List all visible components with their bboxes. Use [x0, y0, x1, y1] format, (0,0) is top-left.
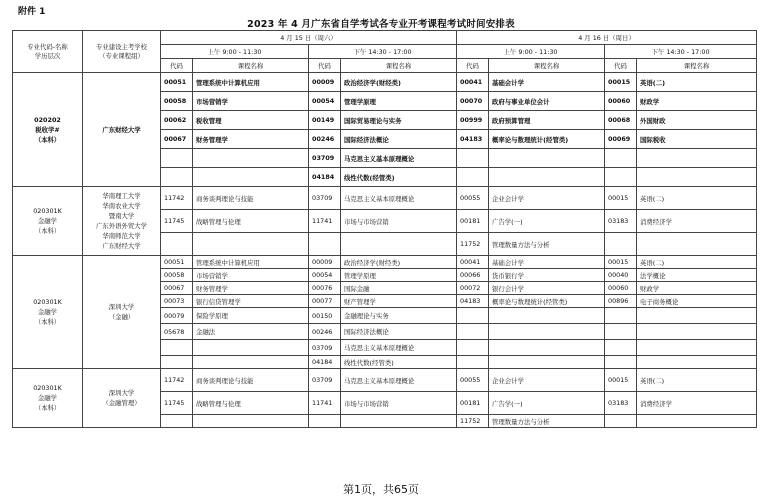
course-code — [457, 324, 489, 340]
course-name: 财产管理学 — [341, 295, 457, 308]
table-row — [13, 256, 757, 269]
page-footer: 第1页，共65页 — [343, 483, 419, 496]
course-code: 00009 — [309, 73, 341, 92]
header-course: 课程名称 — [637, 59, 757, 73]
course-name — [193, 340, 309, 356]
course-name: 管理系统中计算机应用 — [193, 73, 309, 92]
course-code: 11752 — [457, 415, 489, 428]
header-code: 代码 — [309, 59, 341, 73]
course-code: 11745 — [161, 392, 193, 415]
course-code: 11741 — [309, 210, 341, 233]
course-code: 00015 — [605, 73, 637, 92]
course-name — [637, 149, 757, 168]
document-title: 2023 年 4 月广东省自学考试各专业开考课程考试时间安排表 — [247, 19, 515, 30]
course-name: 消费经济学 — [637, 210, 757, 233]
school-label: 深圳大学 （金融管理） — [102, 389, 141, 407]
course-name: 英语(二) — [637, 187, 757, 210]
course-code: 00009 — [309, 256, 341, 269]
course-code — [605, 415, 637, 428]
course-name: 金融理论与实务 — [341, 308, 457, 324]
course-code: 00181 — [457, 210, 489, 233]
course-code — [457, 149, 489, 168]
course-name — [193, 233, 309, 256]
header-code: 代码 — [605, 59, 637, 73]
course-name: 国际贸易理论与实务 — [341, 111, 457, 130]
course-name — [489, 340, 605, 356]
course-name: 英语(二) — [637, 369, 757, 392]
header-course: 课程名称 — [341, 59, 457, 73]
major-cell — [13, 187, 83, 256]
major-cell — [13, 369, 83, 428]
course-name: 市场营销学 — [193, 269, 309, 282]
course-name: 市场营销学 — [193, 92, 309, 111]
course-name — [489, 356, 605, 369]
course-code: 00149 — [309, 111, 341, 130]
header-school: 专业建设主考学校 （专业课程组） — [83, 31, 161, 73]
course-code: 00051 — [161, 256, 193, 269]
course-name: 战略管理与伦理 — [193, 210, 309, 233]
course-name — [193, 168, 309, 187]
course-name: 外国财政 — [637, 111, 757, 130]
course-code: 03709 — [309, 340, 341, 356]
course-code — [161, 356, 193, 369]
course-code: 00015 — [605, 187, 637, 210]
course-name: 英语(二) — [637, 73, 757, 92]
course-name — [341, 415, 457, 428]
course-code: 00067 — [161, 130, 193, 149]
course-code: 11745 — [161, 210, 193, 233]
course-code — [161, 149, 193, 168]
header-day2-am: 上午 9:00 - 11:30 — [457, 45, 605, 59]
course-name — [489, 308, 605, 324]
course-code: 03183 — [605, 210, 637, 233]
course-code: 00072 — [457, 282, 489, 295]
course-code — [457, 308, 489, 324]
course-name: 保险学原理 — [193, 308, 309, 324]
course-name — [489, 168, 605, 187]
course-name: 线性代数(经管类) — [341, 168, 457, 187]
header-code: 代码 — [457, 59, 489, 73]
course-name — [637, 324, 757, 340]
course-code: 00069 — [605, 130, 637, 149]
course-name: 财务管理学 — [193, 282, 309, 295]
course-name: 基础会计学 — [489, 256, 605, 269]
course-code: 11742 — [161, 369, 193, 392]
course-code: 00079 — [161, 308, 193, 324]
table-row — [13, 369, 757, 392]
major-label: 020301K 金融学 （本科） — [33, 207, 62, 235]
header-day1-pm: 下午 14:30 - 17:00 — [309, 45, 457, 59]
course-name: 国际金融 — [341, 282, 457, 295]
table-row — [13, 187, 757, 210]
course-name: 政治经济学(财经类) — [341, 256, 457, 269]
header-code: 代码 — [161, 59, 193, 73]
course-name: 管理学原理 — [341, 269, 457, 282]
course-name: 基础会计学 — [489, 73, 605, 92]
course-code — [457, 168, 489, 187]
course-code: 00070 — [457, 92, 489, 111]
course-name: 马克思主义基本原理概论 — [341, 187, 457, 210]
course-name: 企业会计学 — [489, 369, 605, 392]
header-row-days — [13, 31, 757, 45]
course-name: 管理数量方法与分析 — [489, 415, 605, 428]
course-name — [341, 233, 457, 256]
course-name: 管理学原理 — [341, 92, 457, 111]
course-code: 04183 — [457, 130, 489, 149]
header-day2: 4 月 16 日（周日） — [457, 31, 757, 45]
course-name: 商务谈判理论与技能 — [193, 187, 309, 210]
course-name: 消费经济学 — [637, 392, 757, 415]
course-name: 财务管理学 — [193, 130, 309, 149]
course-code: 03183 — [605, 392, 637, 415]
course-code — [457, 356, 489, 369]
course-name: 政府预算管理 — [489, 111, 605, 130]
course-name — [637, 308, 757, 324]
annex-label: 附件 1 — [18, 7, 46, 17]
course-name: 线性代数(经管类) — [341, 356, 457, 369]
course-name: 法学概论 — [637, 269, 757, 282]
course-code: 04183 — [457, 295, 489, 308]
course-code: 00246 — [309, 130, 341, 149]
course-name: 广告学(一) — [489, 392, 605, 415]
course-name: 英语(二) — [637, 256, 757, 269]
course-name: 财政学 — [637, 92, 757, 111]
course-code: 00067 — [161, 282, 193, 295]
course-name — [637, 233, 757, 256]
course-code: 00058 — [161, 92, 193, 111]
course-code: 00051 — [161, 73, 193, 92]
course-code: 03709 — [309, 187, 341, 210]
course-code — [309, 233, 341, 256]
major-cell — [13, 73, 83, 187]
course-code: 04184 — [309, 356, 341, 369]
course-name: 政府与事业单位会计 — [489, 92, 605, 111]
course-name: 政治经济学(财经类) — [341, 73, 457, 92]
course-code: 00054 — [309, 92, 341, 111]
course-code: 00999 — [457, 111, 489, 130]
course-name: 国际经济法概论 — [341, 130, 457, 149]
course-name — [193, 415, 309, 428]
course-name — [489, 149, 605, 168]
course-code — [605, 233, 637, 256]
course-name — [193, 356, 309, 369]
course-name — [637, 340, 757, 356]
course-name — [637, 168, 757, 187]
course-code — [605, 340, 637, 356]
course-name: 银行会计学 — [489, 282, 605, 295]
school-cell — [83, 187, 161, 256]
schedule-body — [13, 31, 757, 428]
course-code: 00077 — [309, 295, 341, 308]
header-day1: 4 月 15 日（周六） — [161, 31, 457, 45]
course-code — [161, 340, 193, 356]
course-name: 商务谈判理论与技能 — [193, 369, 309, 392]
course-name: 金融法 — [193, 324, 309, 340]
course-code: 00040 — [605, 269, 637, 282]
school-cell — [83, 256, 161, 369]
school-label: 广东财经大学 — [102, 125, 141, 134]
course-code: 00041 — [457, 73, 489, 92]
course-code: 11741 — [309, 392, 341, 415]
header-major: 专业代码-名称 学历层次 — [13, 31, 83, 73]
course-name: 国际经济法概论 — [341, 324, 457, 340]
course-code: 00015 — [605, 256, 637, 269]
major-label: 020202 税收学# （本科） — [34, 115, 61, 144]
school-label: 华南理工大学 华南农业大学 暨南大学 广东外语外贸大学 华南师范大学 广东财经大学 — [95, 192, 148, 250]
course-code: 00068 — [605, 111, 637, 130]
school-cell — [83, 369, 161, 428]
course-name: 马克思主义基本原理概论 — [341, 369, 457, 392]
course-code: 00181 — [457, 392, 489, 415]
course-code: 00055 — [457, 369, 489, 392]
course-code: 04184 — [309, 168, 341, 187]
course-code — [605, 149, 637, 168]
course-name: 市场与市场营销 — [341, 210, 457, 233]
course-name — [637, 415, 757, 428]
course-name: 管理数量方法与分析 — [489, 233, 605, 256]
table-row — [13, 73, 757, 92]
course-name: 货币银行学 — [489, 269, 605, 282]
course-code: 00054 — [309, 269, 341, 282]
course-code — [161, 233, 193, 256]
major-label: 020301K 金融学 （本科） — [33, 298, 62, 326]
course-name: 电子商务概论 — [637, 295, 757, 308]
course-code — [161, 415, 193, 428]
header-course: 课程名称 — [489, 59, 605, 73]
course-name: 税收管理 — [193, 111, 309, 130]
course-name — [637, 356, 757, 369]
course-code: 11752 — [457, 233, 489, 256]
course-code: 05678 — [161, 324, 193, 340]
course-code: 00896 — [605, 295, 637, 308]
course-code: 00062 — [161, 111, 193, 130]
header-day2-pm: 下午 14:30 - 17:00 — [605, 45, 757, 59]
course-name — [489, 324, 605, 340]
major-cell — [13, 256, 83, 369]
course-name: 管理系统中计算机应用 — [193, 256, 309, 269]
course-code: 11742 — [161, 187, 193, 210]
course-code: 00058 — [161, 269, 193, 282]
course-code: 00246 — [309, 324, 341, 340]
course-name: 财政学 — [637, 282, 757, 295]
course-code: 00076 — [309, 282, 341, 295]
course-code: 00060 — [605, 282, 637, 295]
course-code — [605, 168, 637, 187]
course-name — [193, 149, 309, 168]
header-course: 课程名称 — [193, 59, 309, 73]
course-name: 企业会计学 — [489, 187, 605, 210]
course-code: 03709 — [309, 149, 341, 168]
course-name: 马克思主义基本原理概论 — [341, 340, 457, 356]
course-code: 00015 — [605, 369, 637, 392]
course-code: 03709 — [309, 369, 341, 392]
major-label: 020301K 金融学 （本科） — [33, 384, 62, 412]
course-code: 00060 — [605, 92, 637, 111]
course-code: 00150 — [309, 308, 341, 324]
course-code: 00066 — [457, 269, 489, 282]
course-code: 00055 — [457, 187, 489, 210]
course-name: 国际税收 — [637, 130, 757, 149]
course-name: 银行信贷管理学 — [193, 295, 309, 308]
course-name: 概率论与数理统计(经管类) — [489, 295, 605, 308]
course-name: 战略管理与伦理 — [193, 392, 309, 415]
school-label: 深圳大学 （金融） — [108, 303, 135, 321]
course-code — [309, 415, 341, 428]
course-code — [457, 340, 489, 356]
course-code — [605, 356, 637, 369]
exam-schedule-table — [12, 30, 757, 428]
course-code: 00073 — [161, 295, 193, 308]
course-code — [605, 308, 637, 324]
course-name: 概率论与数理统计(经管类) — [489, 130, 605, 149]
course-name: 广告学(一) — [489, 210, 605, 233]
course-name: 市场与市场营销 — [341, 392, 457, 415]
course-code — [161, 168, 193, 187]
school-cell — [83, 73, 161, 187]
course-code — [605, 324, 637, 340]
course-code: 00041 — [457, 256, 489, 269]
header-day1-am: 上午 9:00 - 11:30 — [161, 45, 309, 59]
course-name: 马克思主义基本原理概论 — [341, 149, 457, 168]
